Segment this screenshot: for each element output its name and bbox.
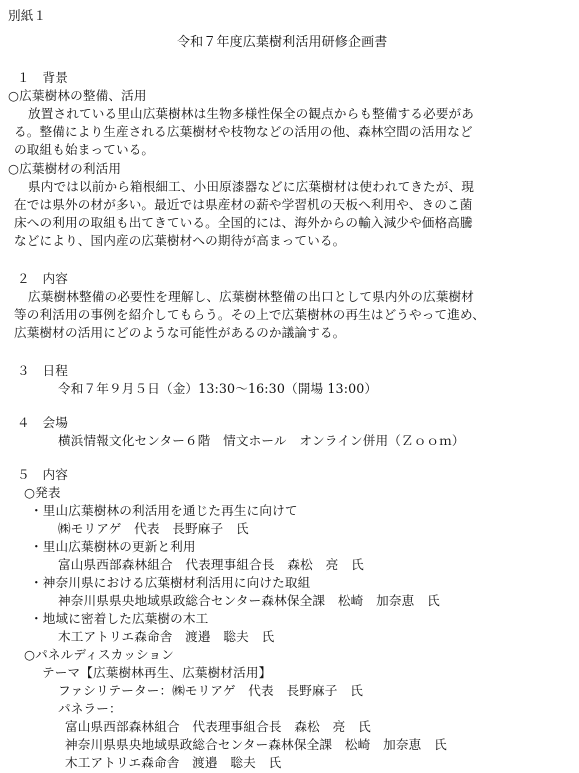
panelist-label: パネラー： [58, 701, 122, 716]
body-line: る。整備により生産される広葉樹材や枝物などの活用の他、森林空間の活用など [14, 124, 473, 139]
body-line: 等の利活用の事例を紹介してもらう。その上で広葉樹林の再生はどうやって進め、 [14, 307, 486, 322]
presenter-line: ㈱モリアゲ 代表 長野麻子 氏 [58, 521, 249, 536]
section-heading: ３ 日程 [17, 363, 68, 378]
body-line: などにより、国内産の広葉樹材への期待が高まっている。 [14, 233, 346, 248]
schedule-line: 令和７年９月５日（金）13:30～16:30（開場 13:00） [58, 381, 378, 396]
body-line: 床への利用の取組も出てきている。全国的には、海外からの輸入減少や価格高騰 [14, 215, 473, 230]
section-heading: ５ 内容 [17, 467, 68, 482]
annex-label: 別紙１ [8, 8, 47, 23]
list-item: ・地域に密着した広葉樹の木工 [30, 611, 209, 626]
facilitator-line: ファシリテーター：㈱モリアゲ 代表 長野麻子 氏 [58, 683, 363, 698]
sub-heading: ○パネルディスカッション [24, 647, 174, 662]
body-line: の取組も始まっている。 [14, 142, 155, 157]
section-heading: ２ 内容 [17, 271, 68, 286]
presenter-line: 木工アトリエ森命舎 渡邉 聡夫 氏 [58, 629, 275, 644]
body-line: 広葉樹材の活用にどのような可能性があるのか議論する。 [14, 325, 346, 340]
section-heading: １ 背景 [17, 70, 68, 85]
section-heading: ４ 会場 [17, 415, 68, 430]
list-item: ・里山広葉樹林の更新と利用 [30, 539, 196, 554]
panelist-line: 神奈川県県央地域県政総合センター森林保全課 松崎 加奈恵 氏 [65, 737, 447, 752]
body-line: 広葉樹林整備の必要性を理解し、広葉樹林整備の出口として県内外の広葉樹材 [28, 289, 475, 304]
list-item: ・神奈川県における広葉樹材利活用に向けた取組 [30, 575, 311, 590]
body-line: 県内では以前から箱根細工、小田原漆器などに広葉樹材は使われてきたが、現 [28, 179, 475, 194]
presenter-line: 神奈川県県央地域県政総合センター森林保全課 松崎 加奈恵 氏 [58, 593, 440, 608]
theme-line: テーマ【広葉樹林再生、広葉樹材活用】 [42, 665, 272, 680]
venue-line: 横浜情報文化センター６階 情文ホール オンライン併用（Ｚｏｏｍ） [58, 433, 465, 448]
sub-heading: ○発表 [24, 485, 61, 500]
body-line: 放置されている里山広葉樹林は生物多様性保全の観点からも整備する必要があ [28, 106, 475, 121]
sub-heading: ○広葉樹林の整備、活用 [8, 88, 147, 103]
presenter-line: 富山県西部森林組合 代表理事組合長 森松 亮 氏 [58, 557, 364, 572]
document-title: 令和７年度広葉樹利活用研修企画書 [177, 35, 388, 50]
panelist-line: 木工アトリエ森命舎 渡邉 聡夫 氏 [65, 755, 282, 770]
sub-heading: ○広葉樹材の利活用 [8, 161, 122, 176]
body-line: 在では県外の材が多い。最近では県産材の薪や学習机の天板へ利用や、きのこ菌 [14, 197, 473, 212]
panelist-line: 富山県西部森林組合 代表理事組合長 森松 亮 氏 [65, 719, 371, 734]
list-item: ・里山広葉樹林の利活用を通じた再生に向けて [30, 503, 298, 518]
